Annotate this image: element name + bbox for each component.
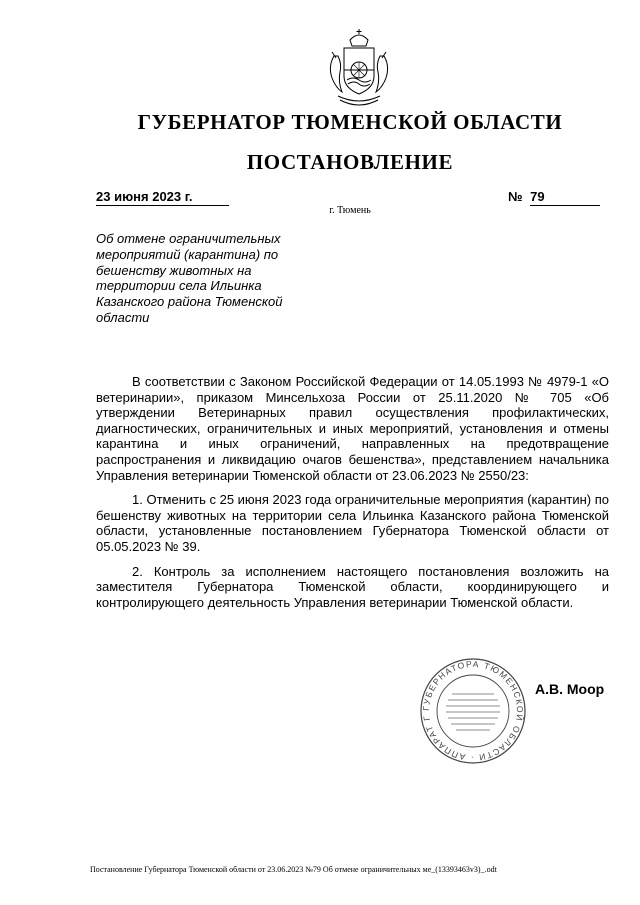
document-subject: Об отмене ограничительных мероприятий (карантина) по бешенству животных на территории села Ильинка Казанского района Тюменской области — [96, 231, 283, 325]
number-value: 79 — [530, 188, 600, 206]
coat-of-arms-icon — [314, 26, 404, 116]
seal-stamp-icon — [418, 656, 528, 766]
document-type-title: ПОСТАНОВЛЕНИЕ — [246, 150, 454, 174]
document-number — [508, 188, 600, 205]
organization-title: ГУБЕРНАТОР ТЮМЕНСКОЙ ОБЛАСТИ — [137, 110, 563, 134]
signer-name: А.В. Моор — [535, 681, 605, 697]
body-item-2: 2. Контроль за исполнением настоящего постановления возложить на заместителя Губернатора Тюменской области, координирующего и контролирующего деятельность Управления ветеринарии Тюменской области. — [96, 563, 609, 610]
svg-text:ГУБЕРНАТОРА ТЮМЕНСКОЙ ОБЛАСТИ: ГУБЕРНАТОРА ТЮМЕНСКОЙ ОБЛАСТИ · АППАРАТ Г — [420, 658, 526, 764]
document-body — [96, 374, 609, 610]
body-preamble: В соответствии с Законом Российской Федерации от 14.05.1993 № 4979-1 «О ветеринарии», приказом Минсельхоза России от 25.11.2020 № 705 «Об утверждении Ветеринарных правил осуществления профилактических, диагностических, ограничительных и иных мероприятий, установления и отмены карантина и иных ограничений, направленных на предотвращение распространения и ликвидацию очагов бешенства», представлением начальника Управления ветеринарии Тюменской области от 23.06.2023 № 2550/23: — [96, 374, 609, 483]
number-sign: № — [508, 189, 523, 204]
footer-filename: Постановление Губернатора Тюменской области от 23.06.2023 №79 Об отмене ограничительных ме_(13393463v3)_.odt — [90, 865, 497, 874]
document-date: 23 июня 2023 г. — [96, 188, 229, 206]
document-place: г. Тюмень — [329, 205, 371, 216]
body-item-1: 1. Отменить с 25 июня 2023 года ограничительные мероприятия (карантин) по бешенству животных на территории села Ильинка Казанского района Тюменской области, установленные постановлением Губернатора Тюменской области от 05.05.2023 № 39. — [96, 492, 609, 554]
